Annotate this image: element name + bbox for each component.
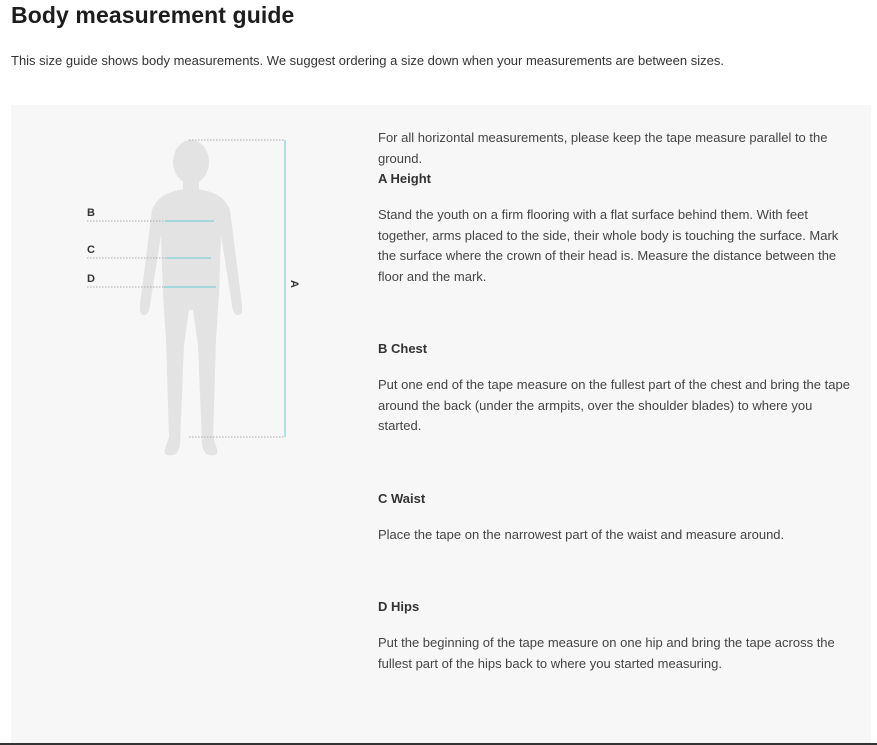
section-title: D Hips: [378, 599, 420, 614]
page-title: Body measurement guide: [11, 2, 295, 28]
section-title: B Chest: [378, 341, 428, 356]
section-text: Put one end of the tape measure on the fullest part of the chest and bring the tape around the back (under the armpits, over the shoulder blades) to where you started.: [378, 377, 850, 433]
section-height: [378, 169, 853, 287]
intro-text: This size guide shows body measurements. We suggest ordering a size down when your measurements are between sizes.: [11, 53, 724, 68]
section-chest: [378, 339, 853, 437]
body-diagram-svg: [71, 125, 331, 465]
measurement-panel: [11, 105, 871, 745]
section-text: Stand the youth on a firm flooring with a flat surface behind them. With feet together, arms placed to the side, their whole body is touching the surface. Mark the surface where the crown of their head is. Measure the distance between the floor and the mark.: [378, 207, 839, 284]
guide-content: [378, 128, 853, 726]
child-silhouette-icon: [140, 140, 242, 455]
section-waist: [378, 489, 853, 546]
section-hips: [378, 597, 853, 674]
general-instruction: For all horizontal measurements, please keep the tape measure parallel to the ground.: [378, 130, 828, 166]
label-d: D: [87, 273, 95, 285]
label-b: B: [87, 207, 95, 219]
body-figure: [71, 125, 331, 465]
label-c: C: [87, 244, 95, 256]
section-text: Put the beginning of the tape measure on one hip and bring the tape across the fullest part of the hips back to where you started measuring.: [378, 635, 835, 671]
section-title: C Waist: [378, 490, 426, 506]
label-a: A: [288, 280, 300, 288]
section-title: A Height: [378, 171, 431, 186]
section-text: Place the tape on the narrowest part of the waist and measure around.: [378, 526, 785, 542]
